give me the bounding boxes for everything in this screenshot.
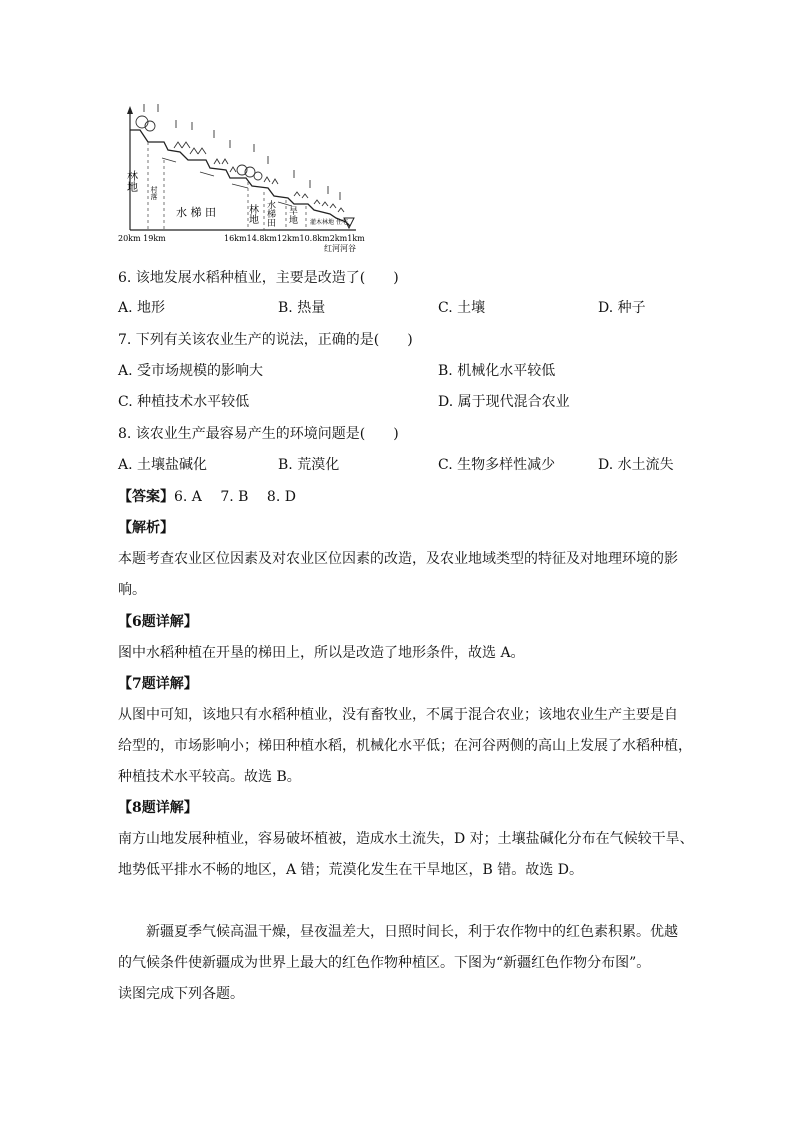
label-valley: 红河河谷 [324, 244, 356, 252]
passage-line-1: 新疆夏季气候高温干燥，昼夜温差大，日照时间长，利于农作物中的红色素积累。优越 [146, 924, 678, 940]
q8-option-a: A. 土壤盐碱化 [118, 457, 208, 473]
q7-stem: 7. 下列有关该农业生产的说法，正确的是( ) [118, 332, 413, 348]
axis-arrow-icon [127, 106, 133, 114]
vegetation-icons [136, 116, 344, 212]
detail-7-line-3: 种植技术水平较高。故选 B。 [118, 769, 301, 785]
q7-option-a: A. 受市场规模的影响大 [118, 363, 264, 379]
label-paddy-center: 水 梯 田 [176, 206, 216, 219]
zone-dividers [148, 142, 306, 230]
detail-6-label: 【6题详解】 [118, 614, 198, 630]
q7-option-b: B. 机械化水平较低 [438, 363, 556, 379]
q8-stem: 8. 该农业生产最容易产生的环境问题是( ) [118, 426, 399, 442]
q8-option-c: C. 生物多样性减少 [438, 457, 556, 473]
answer-line [118, 487, 296, 507]
label-forest-left: 林地 [125, 170, 139, 192]
q6-option-b: B. 热量 [278, 300, 326, 316]
q6-option-c: C. 土壤 [438, 300, 486, 316]
label-dist-right: 16km14.8km12km10.8km2km1km [224, 234, 365, 243]
analysis-label: 【解析】 [118, 520, 174, 536]
q8-option-d: D. 水土流失 [598, 457, 674, 473]
label-village: 村落 [150, 186, 158, 200]
detail-8-line-1: 南方山地发展种植业，容易破坏植被，造成水土流失，D 对；土壤盐碱化分布在气候较干旱、 [118, 831, 694, 847]
detail-6-line-1: 图中水稻种植在开垦的梯田上，所以是改造了地形条件，故选 A。 [118, 645, 525, 661]
label-forest-mid: 林地 [246, 204, 258, 224]
passage-line-2: 的气候条件使新疆成为世界上最大的红色作物种植区。下图为“新疆红色作物分布图”。 [118, 955, 651, 971]
q6-option-d: D. 种子 [598, 300, 646, 316]
label-residential: 住宅 [336, 219, 349, 226]
q7-option-d: D. 属于现代混合农业 [438, 394, 570, 410]
label-dist-left: 20km 19km [118, 234, 166, 243]
slope-profile [130, 130, 350, 226]
q6-option-a: A. 地形 [118, 300, 166, 316]
analysis-line-1: 本题考查农业区位因素及对农业区位因素的改造，及农业地域类型的特征及对地理环境的影 [118, 551, 678, 567]
detail-7-line-1: 从图中可知，该地只有水稻种植业，没有畜牧业，不属于混合农业；该地农业生产主要是自 [118, 707, 678, 723]
detail-7-line-2: 给型的，市场影响小；梯田种植水稻，机械化水平低；在河谷两侧的高山上发展了水稻种植， [118, 738, 692, 754]
detail-7-label: 【7题详解】 [118, 676, 198, 692]
detail-8-line-2: 地势低平排水不畅的地区，A 错；荒漠化发生在干旱地区，B 错。故选 D。 [118, 862, 583, 878]
q7-option-c: C. 种植技术水平较低 [118, 394, 250, 410]
flow-arrows [162, 158, 292, 206]
answer-label: 【答案】 [118, 489, 174, 505]
detail-8-label: 【8题详解】 [118, 800, 198, 816]
q6-stem: 6. 该地发展水稻种植业，主要是改造了( ) [118, 270, 399, 286]
rain-arrows [144, 104, 340, 200]
passage-line-3: 读图完成下列各题。 [118, 986, 244, 1002]
terrace-profile-figure [118, 100, 380, 252]
answer-text: 6. A 7. B 8. D [174, 489, 296, 505]
analysis-line-2: 响。 [118, 582, 146, 598]
q8-option-b: B. 荒漠化 [278, 457, 340, 473]
label-paddy-mid: 水梯田 [265, 200, 275, 227]
label-scrub: 灌木林地 [310, 219, 335, 226]
label-dry-land: 旱地 [287, 206, 297, 224]
